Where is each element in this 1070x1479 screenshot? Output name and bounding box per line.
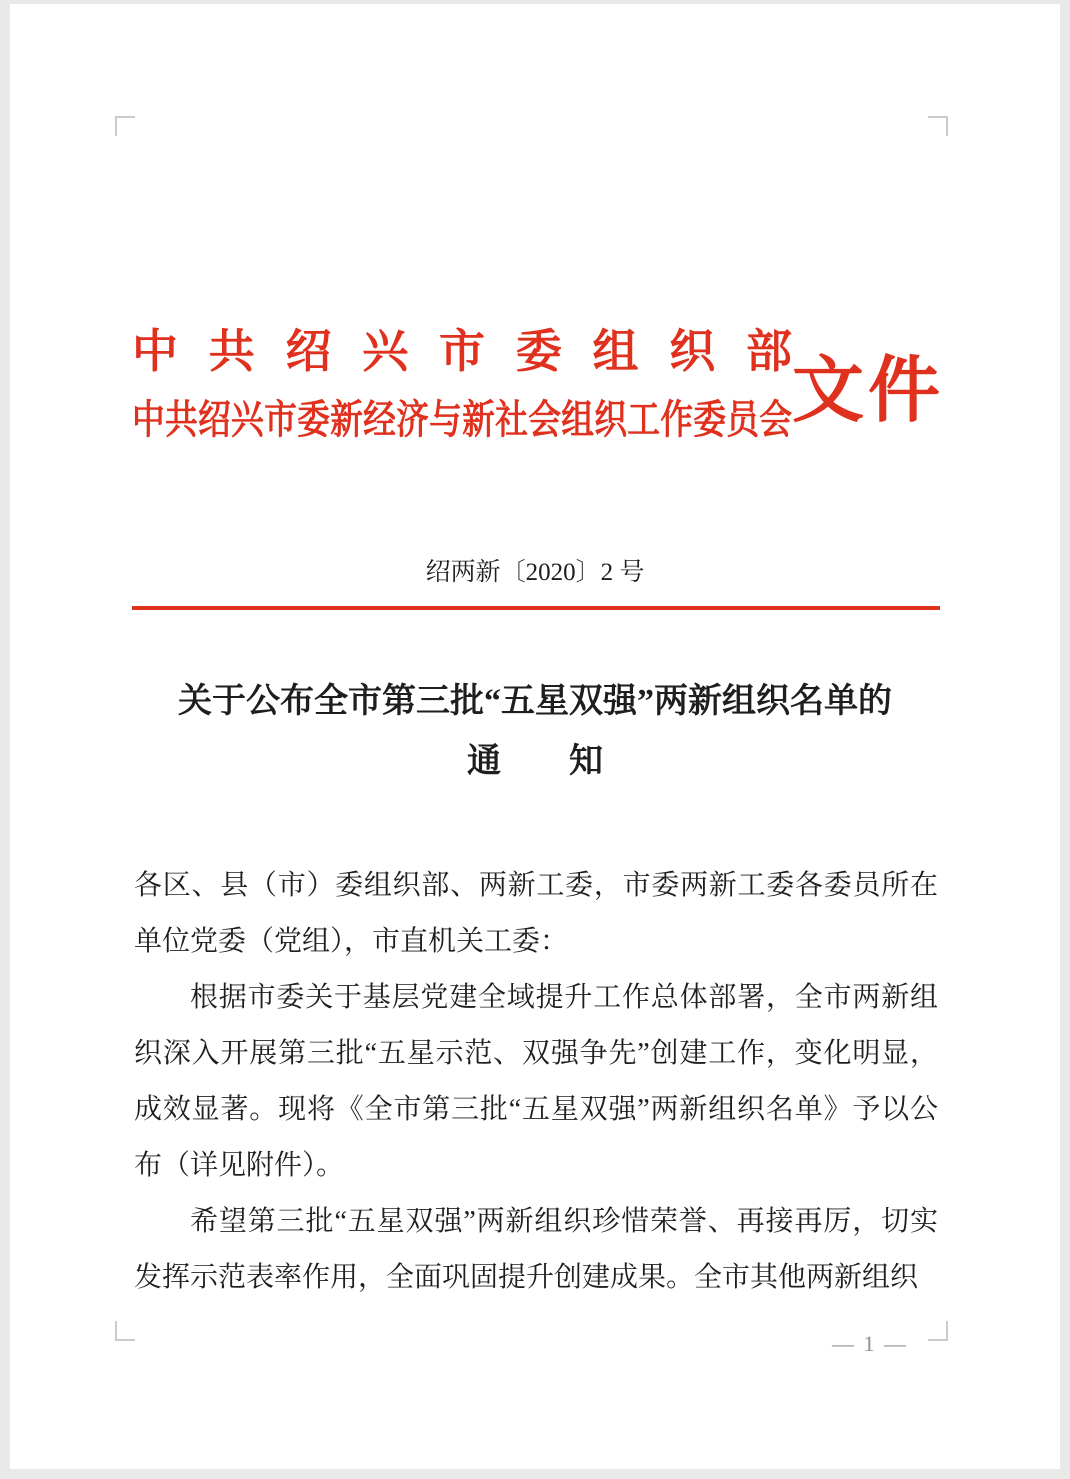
red-divider-line: [132, 606, 940, 610]
document-page: [10, 4, 1060, 1469]
org-name-primary: 中共绍兴市委组织部: [132, 326, 792, 377]
page-number: — 1 —: [832, 1331, 908, 1356]
body-paragraph-2: 希望第三批“五星双强”两新组织珍惜荣誉、再接再厉，切实发挥示范表率作用，全面巩固提升创建成果。全市其他两新组织: [134, 1206, 938, 1293]
crop-mark-top-left: [115, 116, 135, 136]
issuing-organizations: [132, 322, 792, 446]
crop-mark-bottom-left: [115, 1321, 135, 1341]
document-title: [10, 672, 1060, 792]
document-body: [134, 858, 938, 1306]
title-line-2: 通 知: [467, 743, 603, 780]
salutation: 各区、县（市）委组织部、两新工委，市委两新工委各委员所在单位党委（党组），市直机关工委：: [134, 870, 938, 957]
org-name-secondary: 中共绍兴市委新经济与新社会组织工作委员会: [132, 397, 793, 442]
body-paragraph-1: 根据市委关于基层党建全域提升工作总体部署，全市两新组织深入开展第三批“五星示范、双强争先”创建工作，变化明显，成效显著。现将《全市第三批“五星双强”两新组织名单》予以公布（详见附件）。: [134, 982, 938, 1181]
crop-mark-bottom-right: [928, 1321, 948, 1341]
title-line-1: 关于公布全市第三批“五星双强”两新组织名单的: [178, 683, 892, 720]
document-type-label: 文件: [792, 351, 945, 431]
crop-mark-top-right: [928, 116, 948, 136]
letterhead: [132, 322, 945, 446]
document-number: 绍两新〔2020〕2 号: [425, 559, 645, 586]
